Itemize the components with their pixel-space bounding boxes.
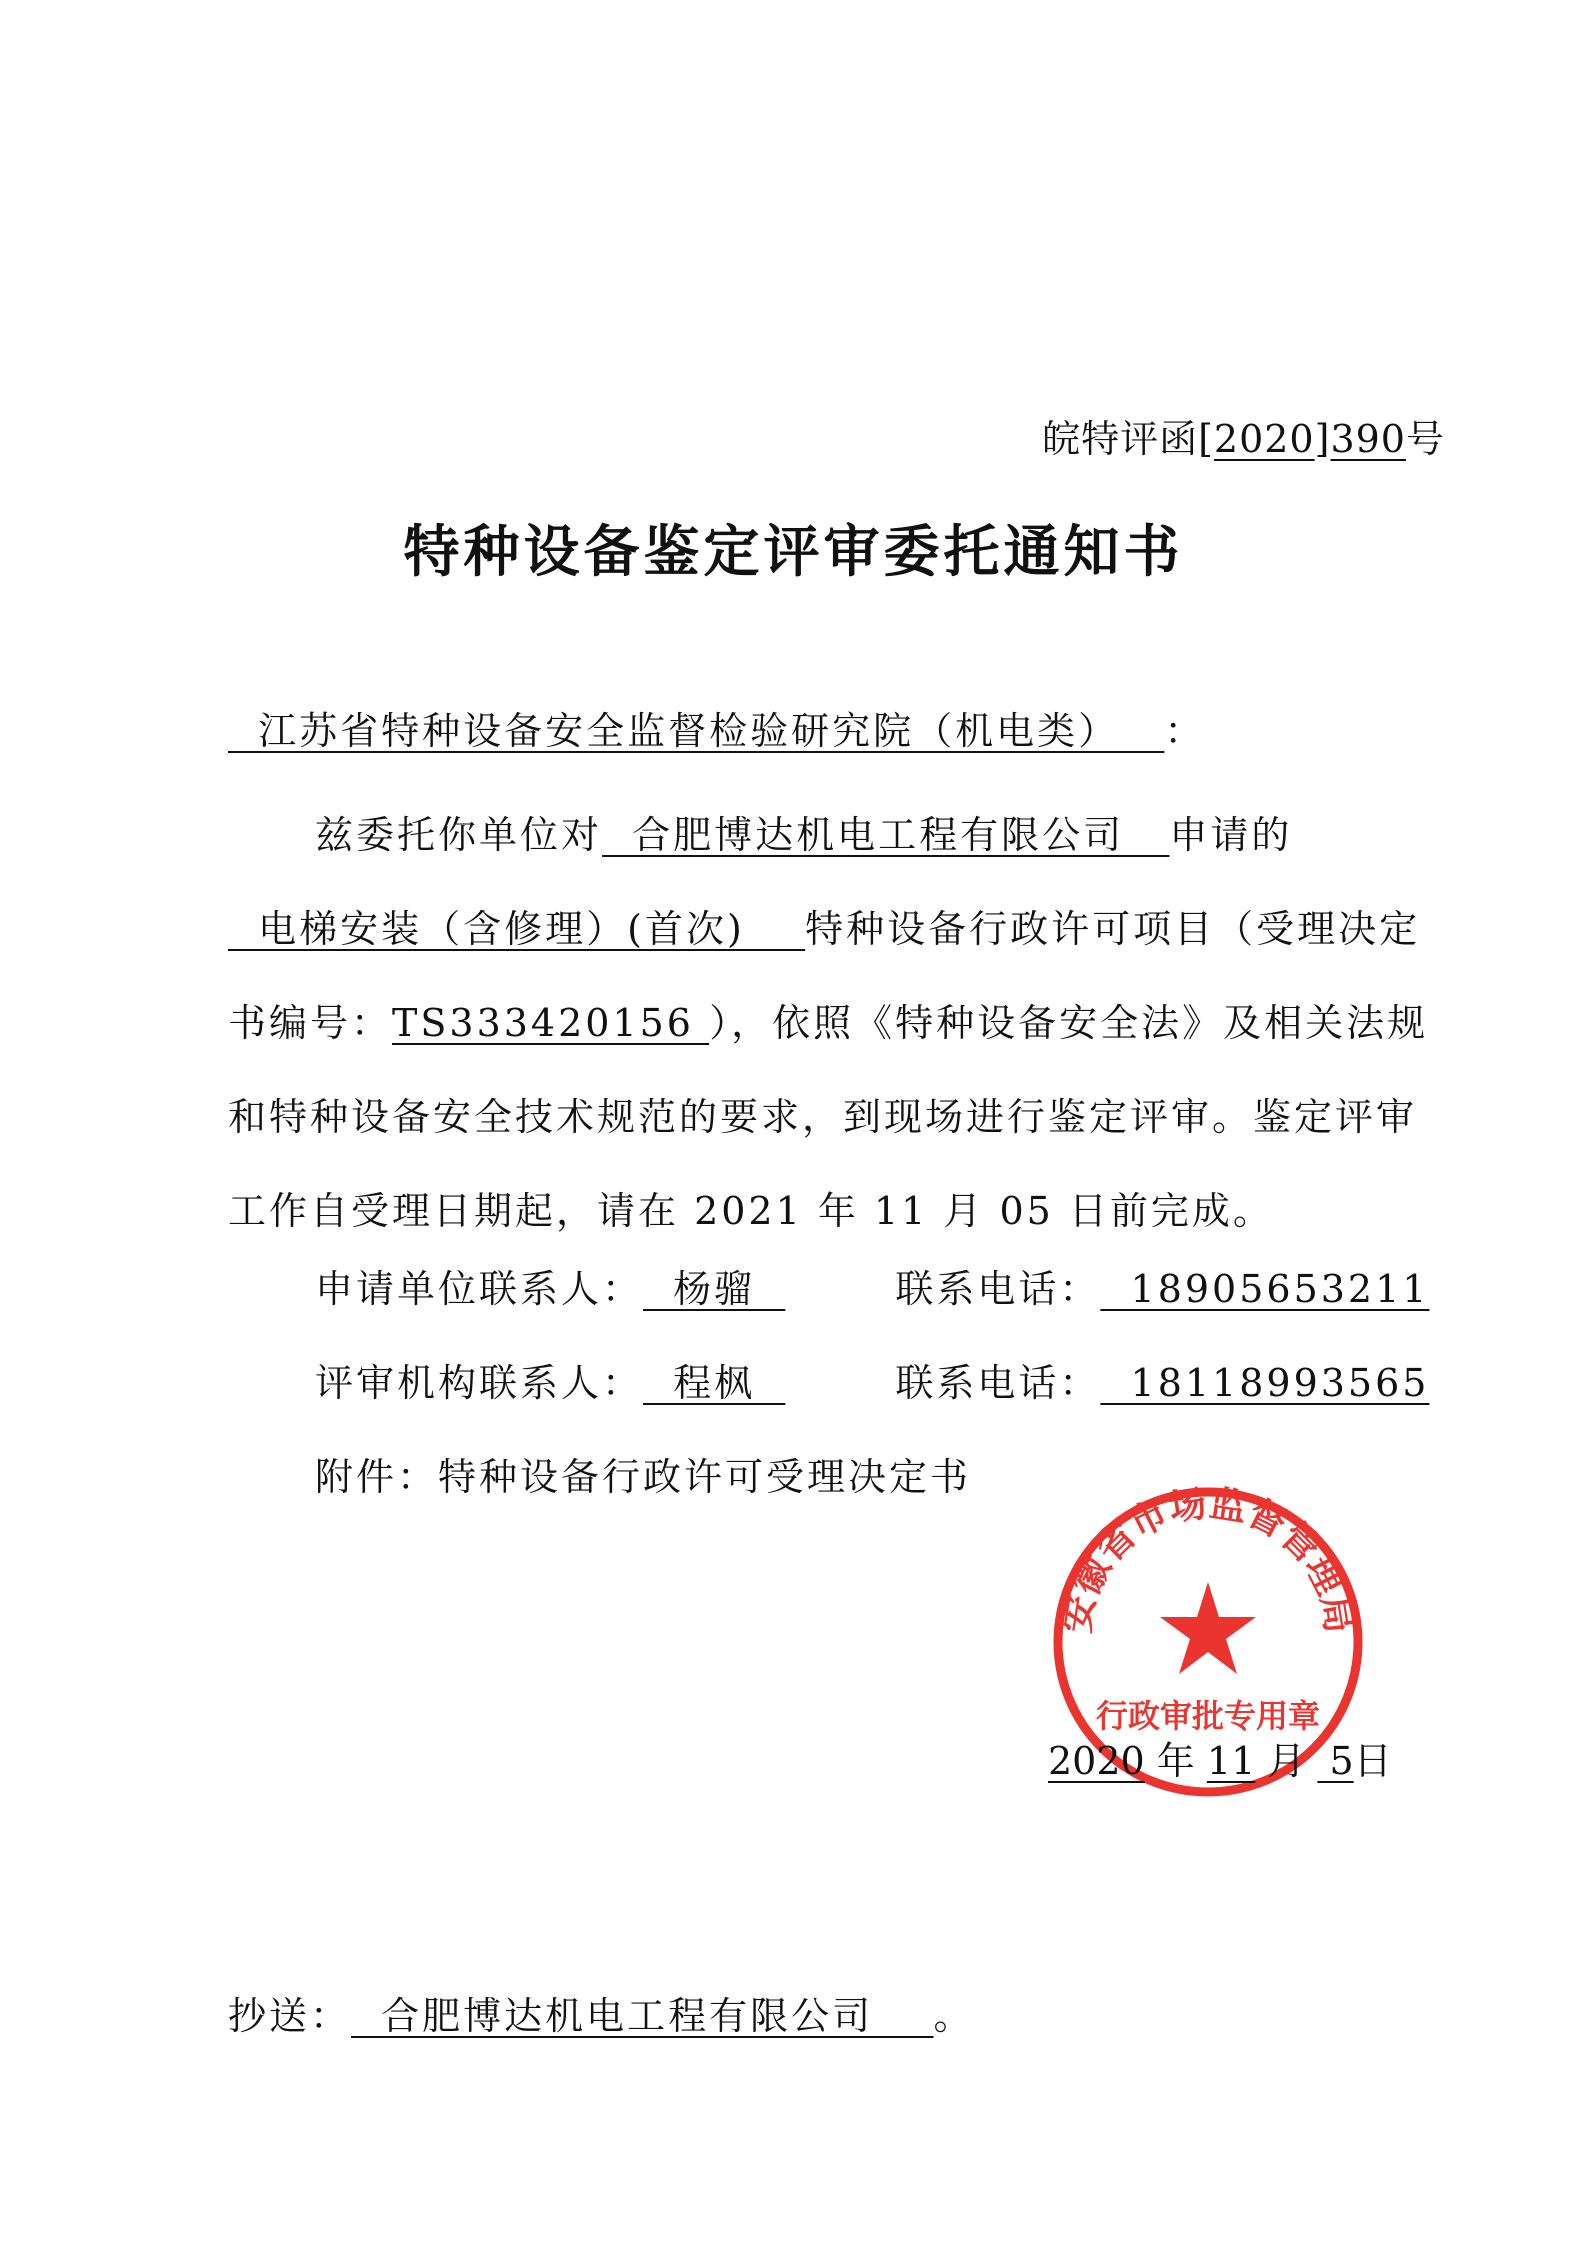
applicant-company: 合肥博达机电工程有限公司 <box>602 813 1170 857</box>
applicant-phone: 18905653211 <box>1100 1267 1430 1311</box>
doc-number-suffix: 号 <box>1405 417 1445 461</box>
decision-number: TS333420156 <box>392 1001 710 1045</box>
doc-number-serial: 390 <box>1330 417 1406 461</box>
applicant-phone-label: 联系电话： <box>895 1267 1101 1311</box>
reviewer-phone: 18118993565 <box>1100 1361 1430 1405</box>
body-text-1: 兹委托你单位对 <box>315 813 603 857</box>
applicant-contact-label: 申请单位联系人： <box>315 1267 644 1311</box>
date-year-unit: 年 <box>1144 1739 1207 1783</box>
recipient-line <box>228 700 1205 755</box>
seal-top-text: 安徽省市场监督管理局 <box>1054 1482 1362 1636</box>
date-year: 2020 <box>1048 1739 1145 1783</box>
star-icon <box>1160 1582 1256 1674</box>
reviewer-contact-label: 评审机构联系人： <box>315 1361 644 1405</box>
body-paragraph <box>228 788 1453 1258</box>
doc-number-prefix: 皖特评函[ <box>1042 417 1214 461</box>
cc-company: 合肥博达机电工程有限公司 <box>351 1994 934 2038</box>
license-item: 电梯安装（含修理）(首次) <box>228 907 806 951</box>
attachment-line: 附件：特种设备行政许可受理决定书 <box>315 1455 972 1499</box>
doc-number-year: 2020 <box>1213 417 1315 461</box>
doc-number-bracket: ] <box>1314 417 1331 461</box>
reviewer-phone-label: 联系电话： <box>895 1361 1101 1405</box>
cc-period: 。 <box>933 1994 975 2038</box>
seal-bottom-text: 行政审批专用章 <box>1095 1697 1321 1735</box>
issue-date <box>1048 1730 1392 1785</box>
date-day: 5 <box>1317 1739 1354 1783</box>
document-title: 特种设备鉴定评审委托通知书 <box>403 519 1184 585</box>
cc-label: 抄送： <box>228 1994 352 2038</box>
document-number <box>1042 408 1445 463</box>
date-day-unit: 日 <box>1353 1739 1392 1783</box>
applicant-contact-name: 杨骝 <box>643 1267 786 1311</box>
date-month-unit: 月 <box>1255 1739 1318 1783</box>
reviewer-contact-row <box>315 1352 1429 1407</box>
recipient-colon: ： <box>1164 709 1206 753</box>
date-month: 11 <box>1206 1739 1256 1783</box>
recipient-name: 江苏省特种设备安全监督检验研究院（机电类） <box>228 709 1165 753</box>
body-text-4: ），依照《特种设备安全法》及相关法规和特种设备安全技术规范的要求，到现场进行鉴定评审。鉴定评审工作自受理日期起，请在 2021 年 11 月 05 日前完成。 <box>228 1001 1429 1233</box>
body-text-3: 特种设备行政许可项目（受理决定书编号： <box>228 907 1421 1045</box>
applicant-contact-row <box>315 1258 1429 1313</box>
cc-line <box>228 1985 975 2040</box>
reviewer-contact-name: 程枫 <box>643 1361 786 1405</box>
body-text-2: 申请的 <box>1169 813 1293 857</box>
